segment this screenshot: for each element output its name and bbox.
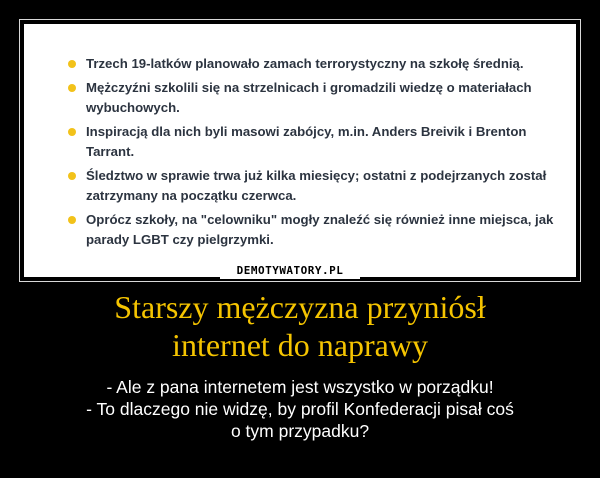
bullet-text: Śledztwo w sprawie trwa już kilka miesięcy; ostatni z podejrzanych został zatrzymany na początku czerwca. [86,168,547,203]
bullet-dot-icon [68,172,76,180]
bullet-text: Inspiracją dla nich byli masowi zabójcy, m.in. Anders Breivik i Brenton Tarrant. [86,124,527,159]
demotivator-caption [0,376,600,442]
bullet-dot-icon [68,216,76,224]
bullet-item [68,78,554,118]
bullet-item [68,54,554,74]
bullet-list [68,54,554,250]
bullet-text: Trzech 19-latków planowało zamach terrorystyczny na szkołę średnią. [86,56,524,71]
bullet-text: Oprócz szkoły, na "celowniku" mogły znaleźć się również inne miejsca, jak parady LGBT czy pielgrzymki. [86,212,554,247]
bullet-item [68,166,554,206]
bullet-dot-icon [68,60,76,68]
bullet-item [68,210,554,250]
caption-line: - To dlaczego nie widzę, by profil Konfederacji pisał coś [86,399,514,419]
demotivator-title [0,288,600,364]
title-line: Starszy mężczyzna przyniósł [114,289,486,325]
caption-line: o tym przypadku? [230,421,370,441]
title-line: internet do naprawy [172,327,428,363]
caption-line: - Ale z pana internetem jest wszystko w porządku! [106,377,494,397]
news-summary-panel [24,24,576,277]
bullet-dot-icon [68,128,76,136]
image-frame [19,19,581,282]
bullet-dot-icon [68,84,76,92]
site-watermark: DEMOTYWATORY.PL [220,262,360,279]
bullet-text: Mężczyźni szkolili się na strzelnicach i gromadzili wiedzę o materiałach wybuchowych. [86,80,532,115]
bullet-item [68,122,554,162]
